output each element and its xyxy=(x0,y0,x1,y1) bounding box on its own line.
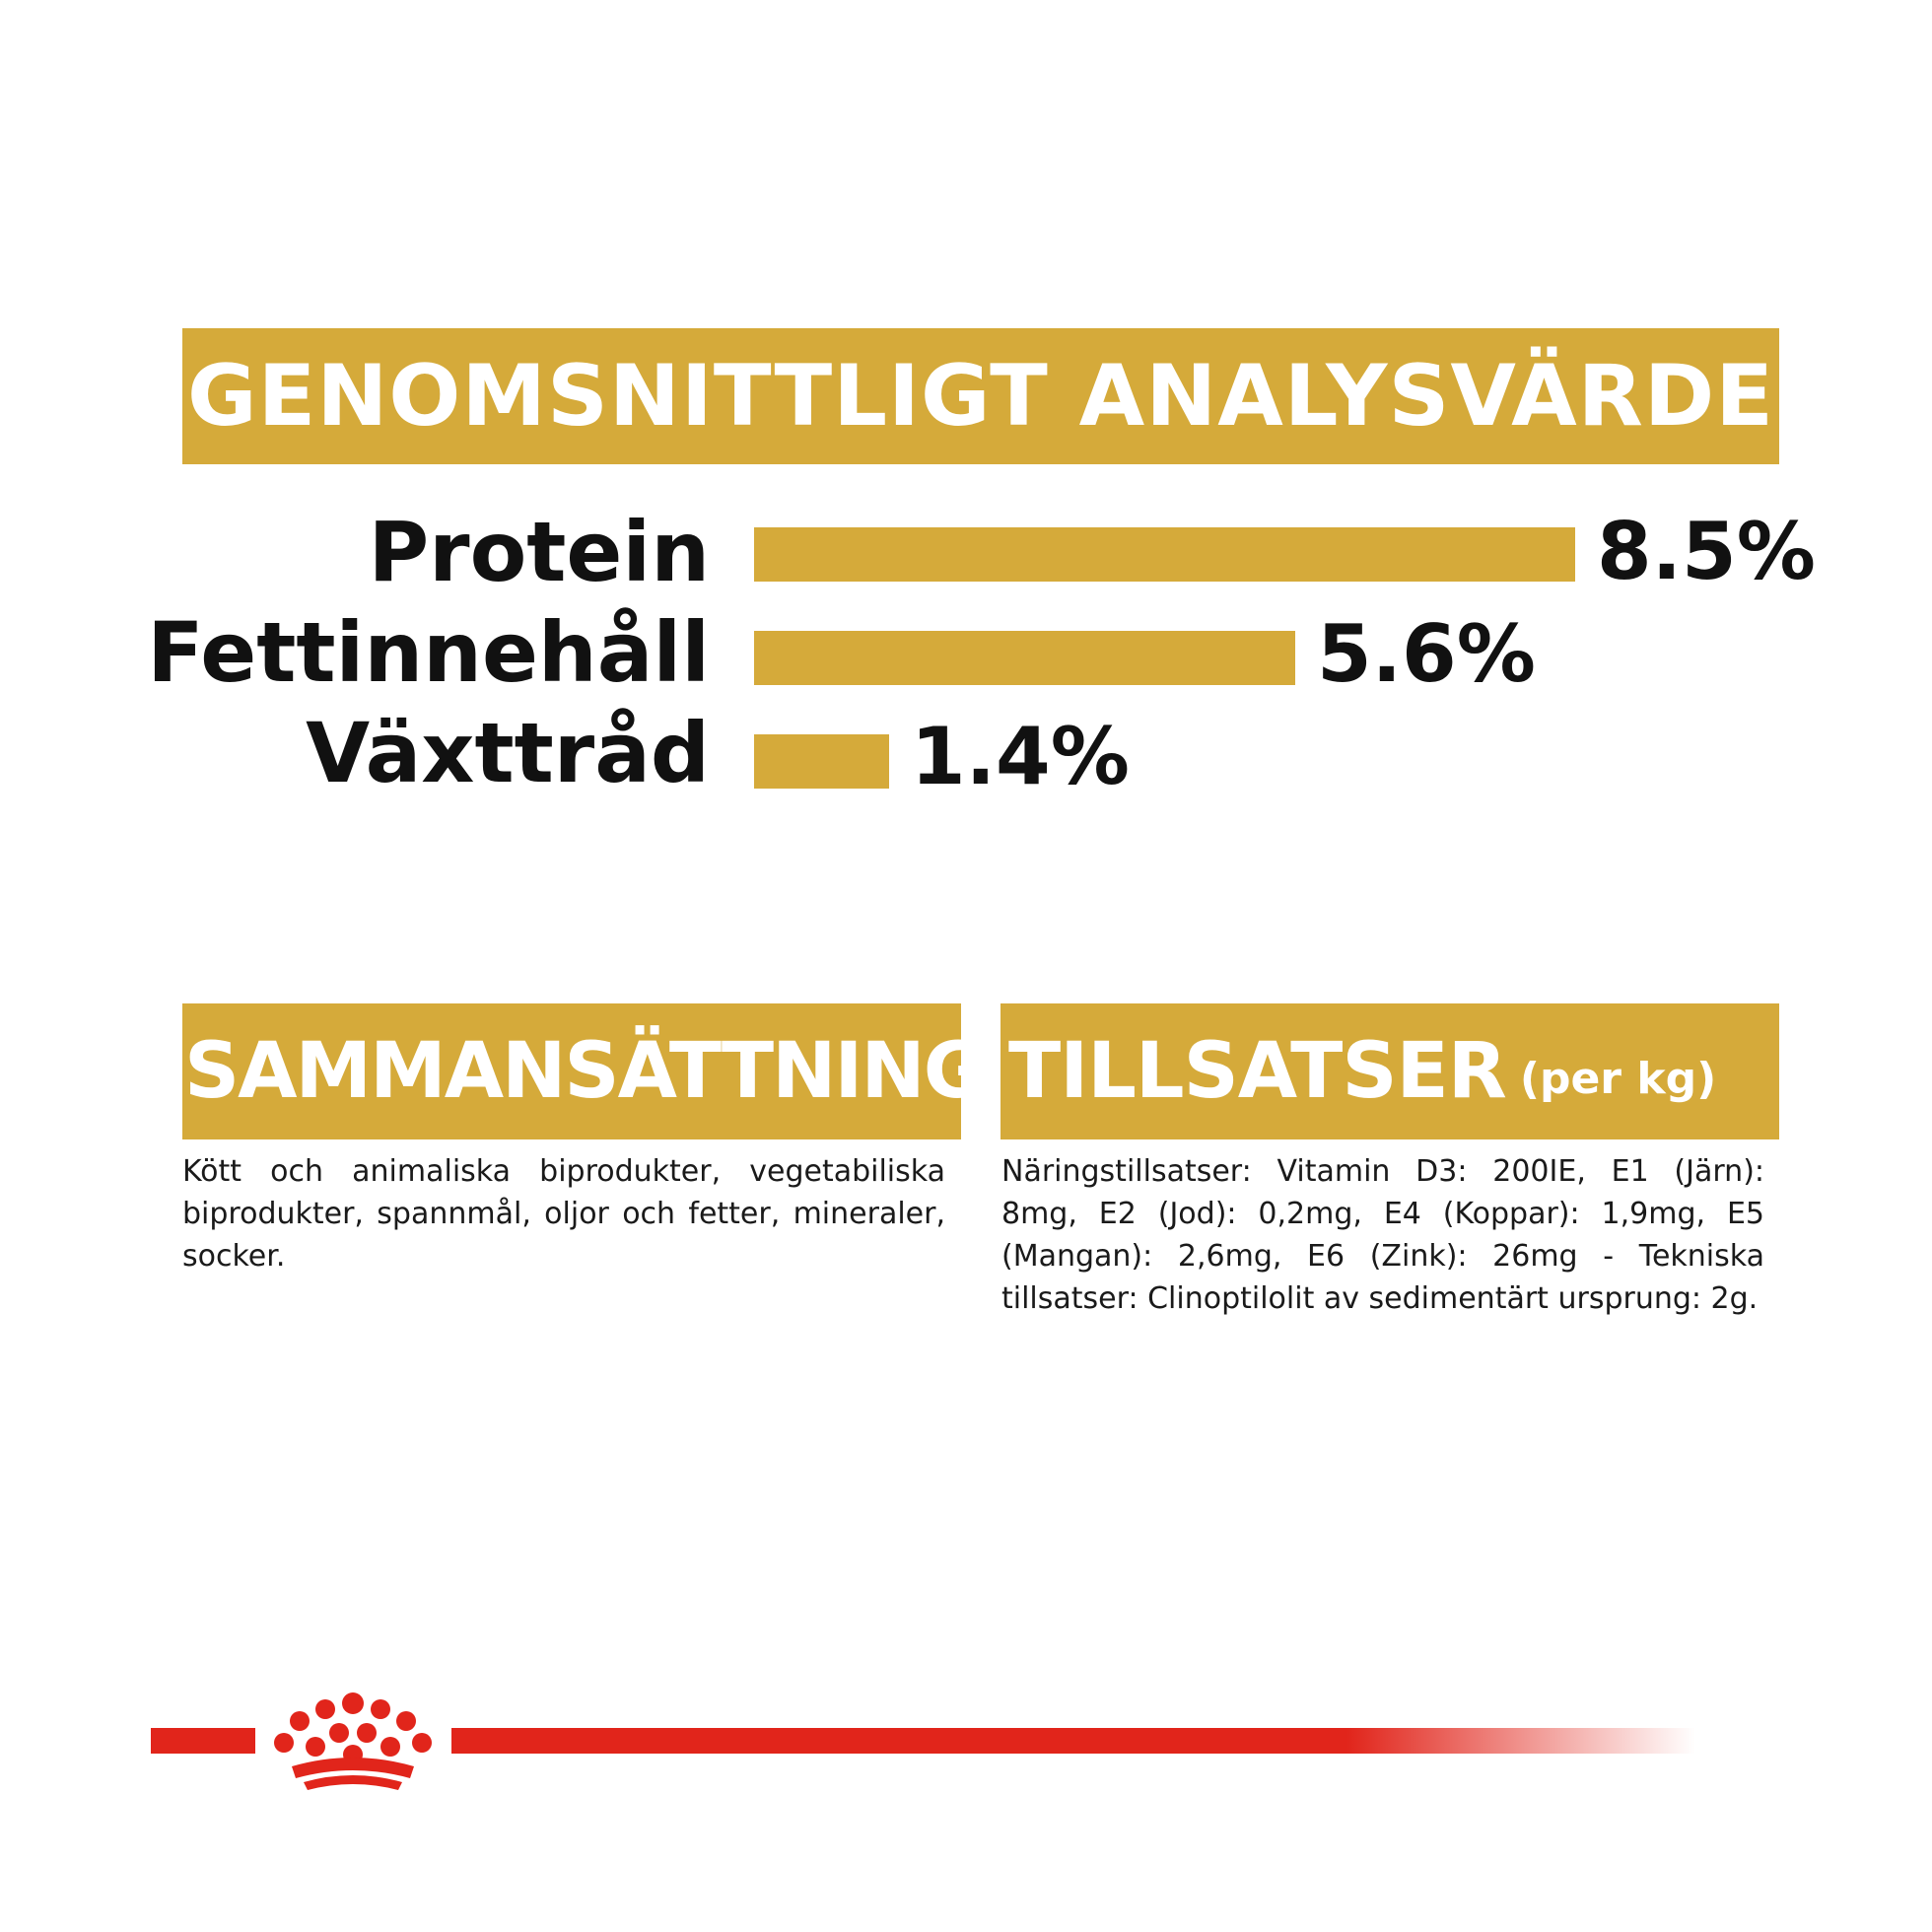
additives-heading-banner xyxy=(1000,1003,1779,1139)
nutrient-label-fat: Fettinnehåll xyxy=(147,604,710,701)
nutrient-value-fat: 5.6% xyxy=(1317,608,1536,700)
composition-text: Kött och animaliska biprodukter, vegetabiliska biprodukter, spannmål, oljor och fetter, mineraler, socker. xyxy=(182,1154,945,1274)
brand-line-left xyxy=(151,1728,255,1754)
composition-heading-banner xyxy=(182,1003,985,1139)
nutrient-value-protein: 8.5% xyxy=(1597,506,1816,597)
nutrient-bar-fat xyxy=(754,631,1295,685)
additives-heading-suffix: (per kg) xyxy=(1519,1053,1717,1104)
additives-text: Näringstillsatser: Vitamin D3: 200IE, E1 (Järn): 8mg, E2 (Jod): 0,2mg, E4 (Koppar): 1,9mg, E5 (Mangan): 2,6mg, E6 (Zink): 26mg - Tekniska tillsatser: Clinoptilolit av sedimentärt ursprung: 2g. xyxy=(1001,1154,1764,1316)
composition-heading: SAMMANSÄTTNING xyxy=(184,1027,985,1116)
brand-line-right xyxy=(451,1728,1695,1754)
additives-heading: TILLSATSER xyxy=(1008,1027,1506,1116)
analysis-heading-banner xyxy=(182,328,1779,464)
nutrient-bar-fiber xyxy=(754,734,889,789)
nutrient-value-fiber: 1.4% xyxy=(911,711,1130,802)
analysis-heading: GENOMSNITTLIGT ANALYSVÄRDE xyxy=(186,347,1775,446)
nutrient-label-fiber: Växttråd xyxy=(306,705,710,801)
crown-icon xyxy=(264,1688,442,1796)
nutrient-label-protein: Protein xyxy=(368,504,710,600)
nutrient-bar-protein xyxy=(754,527,1575,582)
